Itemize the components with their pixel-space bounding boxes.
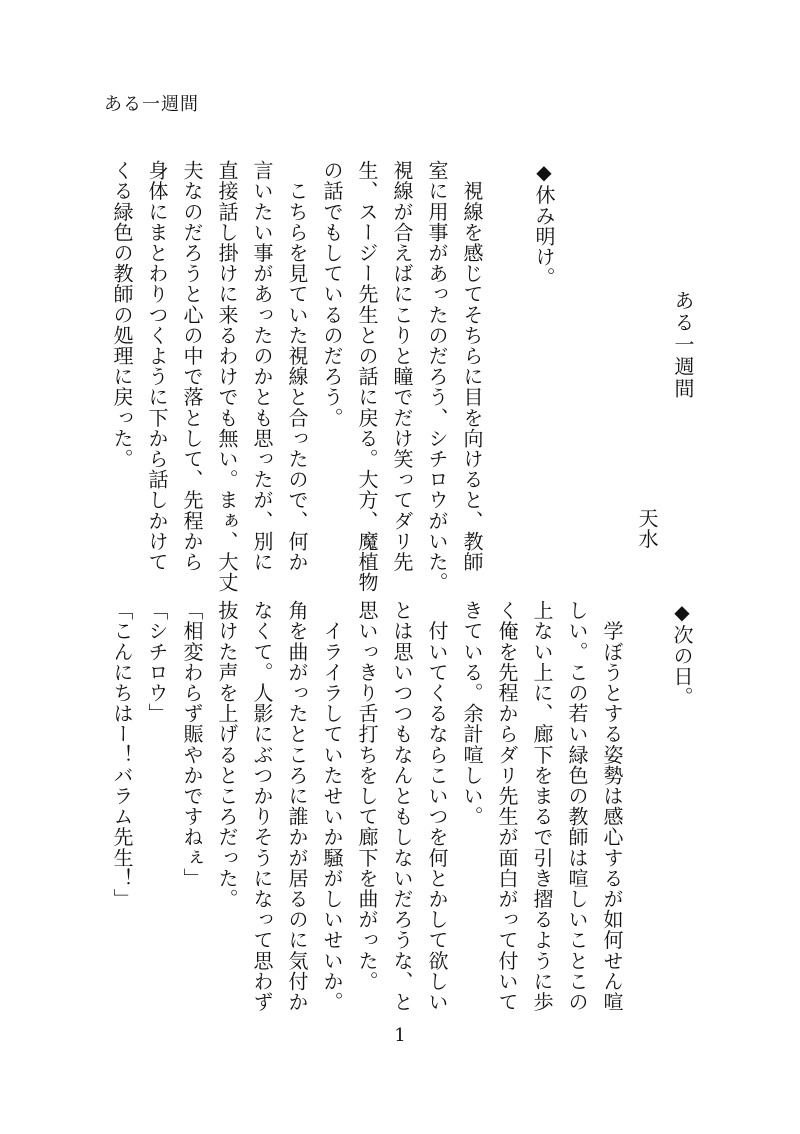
text-line: きている。余計喧しい。 xyxy=(460,600,484,827)
page-number: 1 xyxy=(394,1025,406,1046)
text-line: 生、スージー先生との話に戻る。大方、魔植物 xyxy=(355,160,379,593)
dialogue-line: 「シチロウ」 xyxy=(145,600,169,724)
text-line: 付いてくるならこいつを何とかして欲しい xyxy=(425,600,449,1012)
section-heading-holiday: ◆休み明け。 xyxy=(532,160,556,288)
text-line: 直接話し掛けに来るわけでも無い。まぁ、大丈 xyxy=(215,160,239,593)
text-line: 夫なのだろうと心の中で落として、先程から xyxy=(180,160,204,572)
text-line: の話でもしているのだろう。 xyxy=(320,160,344,428)
text-line: 視線を感じてそちらに目を向けると、教師 xyxy=(460,160,484,572)
text-line: 室に用事があったのだろう、シチロウがいた。 xyxy=(425,160,449,593)
text-line: 言いたい事があったのかとも思ったが、別に xyxy=(250,160,274,572)
text-line: 身体にまとわりつくように下から話しかけて xyxy=(145,160,169,572)
text-line: しい。この若い緑色の教師は喧しいことこの xyxy=(565,600,589,1012)
document-title: ある一週間 xyxy=(671,290,695,400)
text-line: こちらを見ていた視線と合ったので、何か xyxy=(285,160,309,572)
text-line: 学ぼうとする姿勢は感心するが如何せん喧 xyxy=(600,600,624,1012)
text-line: 角を曲がったところに誰かが居るのに気付か xyxy=(285,600,309,1012)
text-line: 抜けた声を上げるところだった。 xyxy=(215,600,239,909)
text-line: 視線が合えばにこりと瞳でだけ笑ってダリ先 xyxy=(390,160,414,572)
text-line: 上ない上に、廊下をまるで引き摺るように歩 xyxy=(530,600,554,1012)
dialogue-line: 「相変わらず賑やかですねぇ」 xyxy=(180,600,204,889)
running-header: ある一週間 xyxy=(104,94,199,115)
text-line: くる緑色の教師の処理に戻った。 xyxy=(110,160,134,469)
text-line: なくて。人影にぶつかりそうになって思わず xyxy=(250,600,274,1012)
author-name: 天水 xyxy=(635,508,659,550)
text-line: 思いっきり舌打ちをして廊下を曲がった。 xyxy=(355,600,379,992)
section-heading-next-day: ◆次の日。 xyxy=(670,600,694,707)
text-line: とは思いつつもなんともしないだろうな、と xyxy=(390,600,414,1012)
text-line: く俺を先程からダリ先生が面白がって付いて xyxy=(495,600,519,1012)
text-line: イライラしていたせいか騒がしいせいか。 xyxy=(320,600,344,1012)
dialogue-line: 「こんにちはー！バラム先生！」 xyxy=(110,600,134,909)
